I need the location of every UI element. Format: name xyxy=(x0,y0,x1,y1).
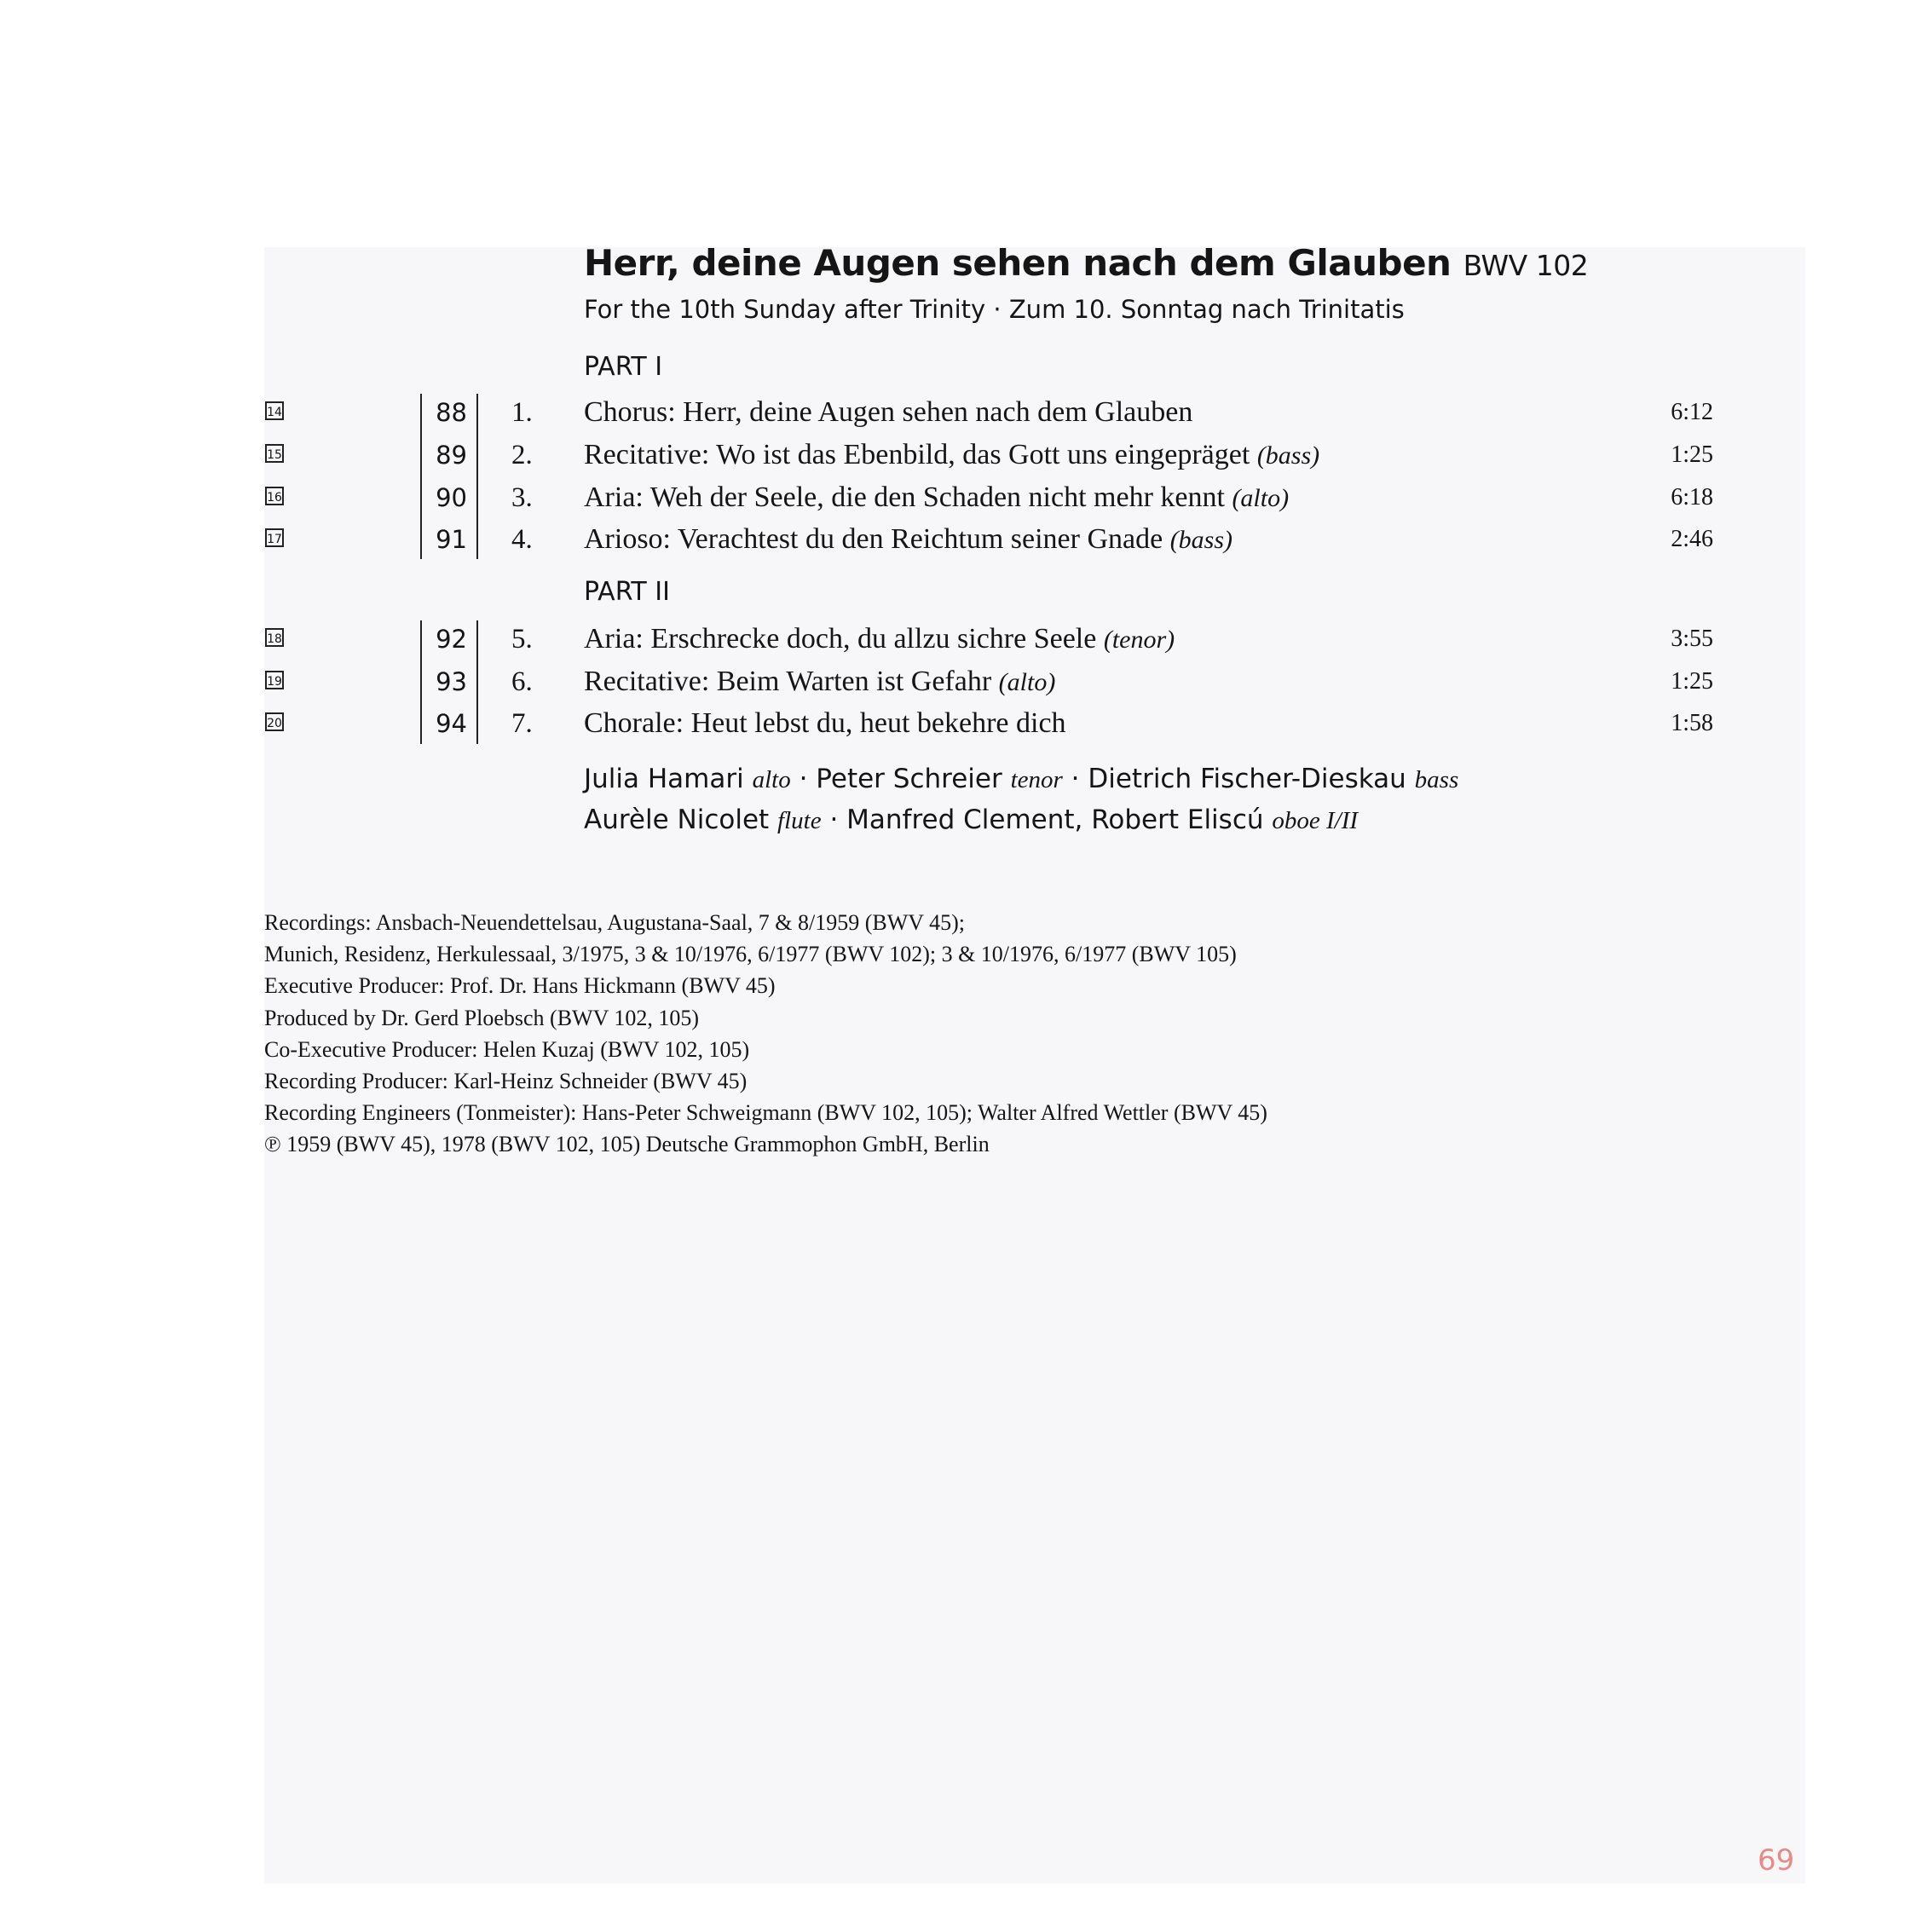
separator: · xyxy=(821,805,847,835)
track-number-box: 15 xyxy=(265,444,284,463)
movement-title xyxy=(584,434,1319,477)
movement-title xyxy=(584,518,1232,562)
track-number-box: 16 xyxy=(265,487,284,505)
performer-role: tenor xyxy=(1010,766,1063,793)
column-rule-right xyxy=(476,620,478,744)
performer-name: Aurèle Nicolet xyxy=(584,805,770,835)
part-heading: PART II xyxy=(584,577,670,607)
track-number-box: 17 xyxy=(265,528,284,547)
column-rule-left xyxy=(420,620,422,744)
movement-number: 1. xyxy=(511,397,533,428)
movement-number: 4. xyxy=(511,524,533,555)
movement-title xyxy=(584,476,1289,520)
title-text: Herr, deine Augen sehen nach dem Glauben xyxy=(584,242,1452,284)
credit-line: Co-Executive Producer: Helen Kuzaj (BWV 102, 105) xyxy=(264,1036,750,1062)
cd-index: 92 xyxy=(436,625,467,654)
part-heading: PART I xyxy=(584,352,663,382)
separator: · xyxy=(1062,764,1088,794)
movement-number: 2. xyxy=(511,440,533,470)
track-row[interactable] xyxy=(0,702,1905,745)
movement-title xyxy=(584,618,1175,661)
credit-line: ℗ 1959 (BWV 45), 1978 (BWV 102, 105) Deutsche Grammophon GmbH, Berlin xyxy=(264,1132,990,1157)
credit-line: Munich, Residenz, Herkulessaal, 3/1975, 3 & 10/1976, 6/1977 (BWV 102); 3 & 10/1976, 6/1977 (BWV 105) xyxy=(264,942,1237,967)
performer-name: Peter Schreier xyxy=(816,764,1002,794)
movement-title xyxy=(584,702,1066,745)
track-number-box: 20 xyxy=(265,712,284,731)
performer-name: Manfred Clement, Robert Eliscú xyxy=(846,805,1264,835)
voice-label: (alto) xyxy=(998,668,1056,696)
performer-role: flute xyxy=(777,807,822,834)
credit-line: Produced by Dr. Gerd Ploebsch (BWV 102, 105) xyxy=(264,1005,700,1030)
track-duration: 3:55 xyxy=(1671,626,1713,652)
performer-role: oboe I/II xyxy=(1272,807,1359,834)
track-row[interactable] xyxy=(0,618,1905,660)
credit-line: Recording Engineers (Tonmeister): Hans-Peter Schweigmann (BWV 102, 105); Walter Alfred Wettler (BWV 45) xyxy=(264,1100,1267,1126)
voice-label: (alto) xyxy=(1232,484,1290,512)
performers-line xyxy=(584,805,1358,835)
movement-name: Arioso: Verachtest du den Reichtum seiner Gnade xyxy=(584,523,1163,555)
track-duration: 1:25 xyxy=(1671,441,1713,468)
recording-credits xyxy=(264,907,1267,1161)
track-duration: 6:12 xyxy=(1671,399,1713,425)
movement-name: Recitative: Wo ist das Ebenbild, das Gott uns eingepräget xyxy=(584,439,1250,470)
track-row[interactable] xyxy=(0,660,1905,703)
cd-index: 89 xyxy=(436,441,467,470)
track-duration: 2:46 xyxy=(1671,526,1713,552)
voice-label: (tenor) xyxy=(1103,626,1175,654)
movement-name: Recitative: Beim Warten ist Gefahr xyxy=(584,666,992,697)
movement-number: 3. xyxy=(511,482,533,513)
movement-number: 6. xyxy=(511,666,533,697)
track-row[interactable] xyxy=(0,434,1905,476)
movement-number: 5. xyxy=(511,624,533,655)
movement-name: Aria: Weh der Seele, die den Schaden nicht mehr kennt xyxy=(584,482,1225,513)
voice-label: (bass) xyxy=(1169,526,1233,554)
cantata-subtitle: For the 10th Sunday after Trinity · Zum 10. Sonntag nach Trinitatis xyxy=(584,295,1405,324)
track-duration: 1:25 xyxy=(1671,668,1713,695)
bwv-number: BWV 102 xyxy=(1463,249,1589,282)
movement-name: Chorus: Herr, deine Augen sehen nach dem Glauben xyxy=(584,396,1193,428)
credit-line: Recordings: Ansbach-Neuendettelsau, Augustana-Saal, 7 & 8/1959 (BWV 45); xyxy=(264,910,965,935)
cd-index: 91 xyxy=(436,525,467,554)
cd-index: 88 xyxy=(436,398,467,427)
performer-role: bass xyxy=(1414,766,1459,793)
track-number-box: 19 xyxy=(265,671,284,689)
credit-line: Recording Producer: Karl-Heinz Schneider (BWV 45) xyxy=(264,1069,748,1094)
movement-title xyxy=(584,660,1055,704)
movement-title xyxy=(584,391,1192,434)
credit-line: Executive Producer: Prof. Dr. Hans Hickmann (BWV 45) xyxy=(264,973,776,999)
track-number-box: 14 xyxy=(265,401,284,420)
column-rule-right xyxy=(476,394,478,559)
cantata-title xyxy=(584,242,1588,284)
movement-number: 7. xyxy=(511,708,533,739)
track-duration: 6:18 xyxy=(1671,484,1713,510)
voice-label: (bass) xyxy=(1256,441,1320,470)
performer-name: Julia Hamari xyxy=(584,764,744,794)
track-row[interactable] xyxy=(0,391,1905,434)
page-number: 69 xyxy=(1758,1843,1795,1877)
track-duration: 1:58 xyxy=(1671,710,1713,736)
track-row[interactable] xyxy=(0,476,1905,519)
cd-index: 93 xyxy=(436,667,467,696)
track-number-box: 18 xyxy=(265,628,284,647)
movement-name: Aria: Erschrecke doch, du allzu sichre Seele xyxy=(584,623,1097,655)
performer-name: Dietrich Fischer-Dieskau xyxy=(1088,764,1406,794)
movement-name: Chorale: Heut lebst du, heut bekehre dich xyxy=(584,707,1066,739)
separator: · xyxy=(790,764,817,794)
cd-index: 94 xyxy=(436,709,467,738)
track-row[interactable] xyxy=(0,518,1905,561)
column-rule-left xyxy=(420,394,422,559)
cd-index: 90 xyxy=(436,483,467,512)
performer-role: alto xyxy=(752,766,791,793)
performers-line xyxy=(584,764,1458,794)
